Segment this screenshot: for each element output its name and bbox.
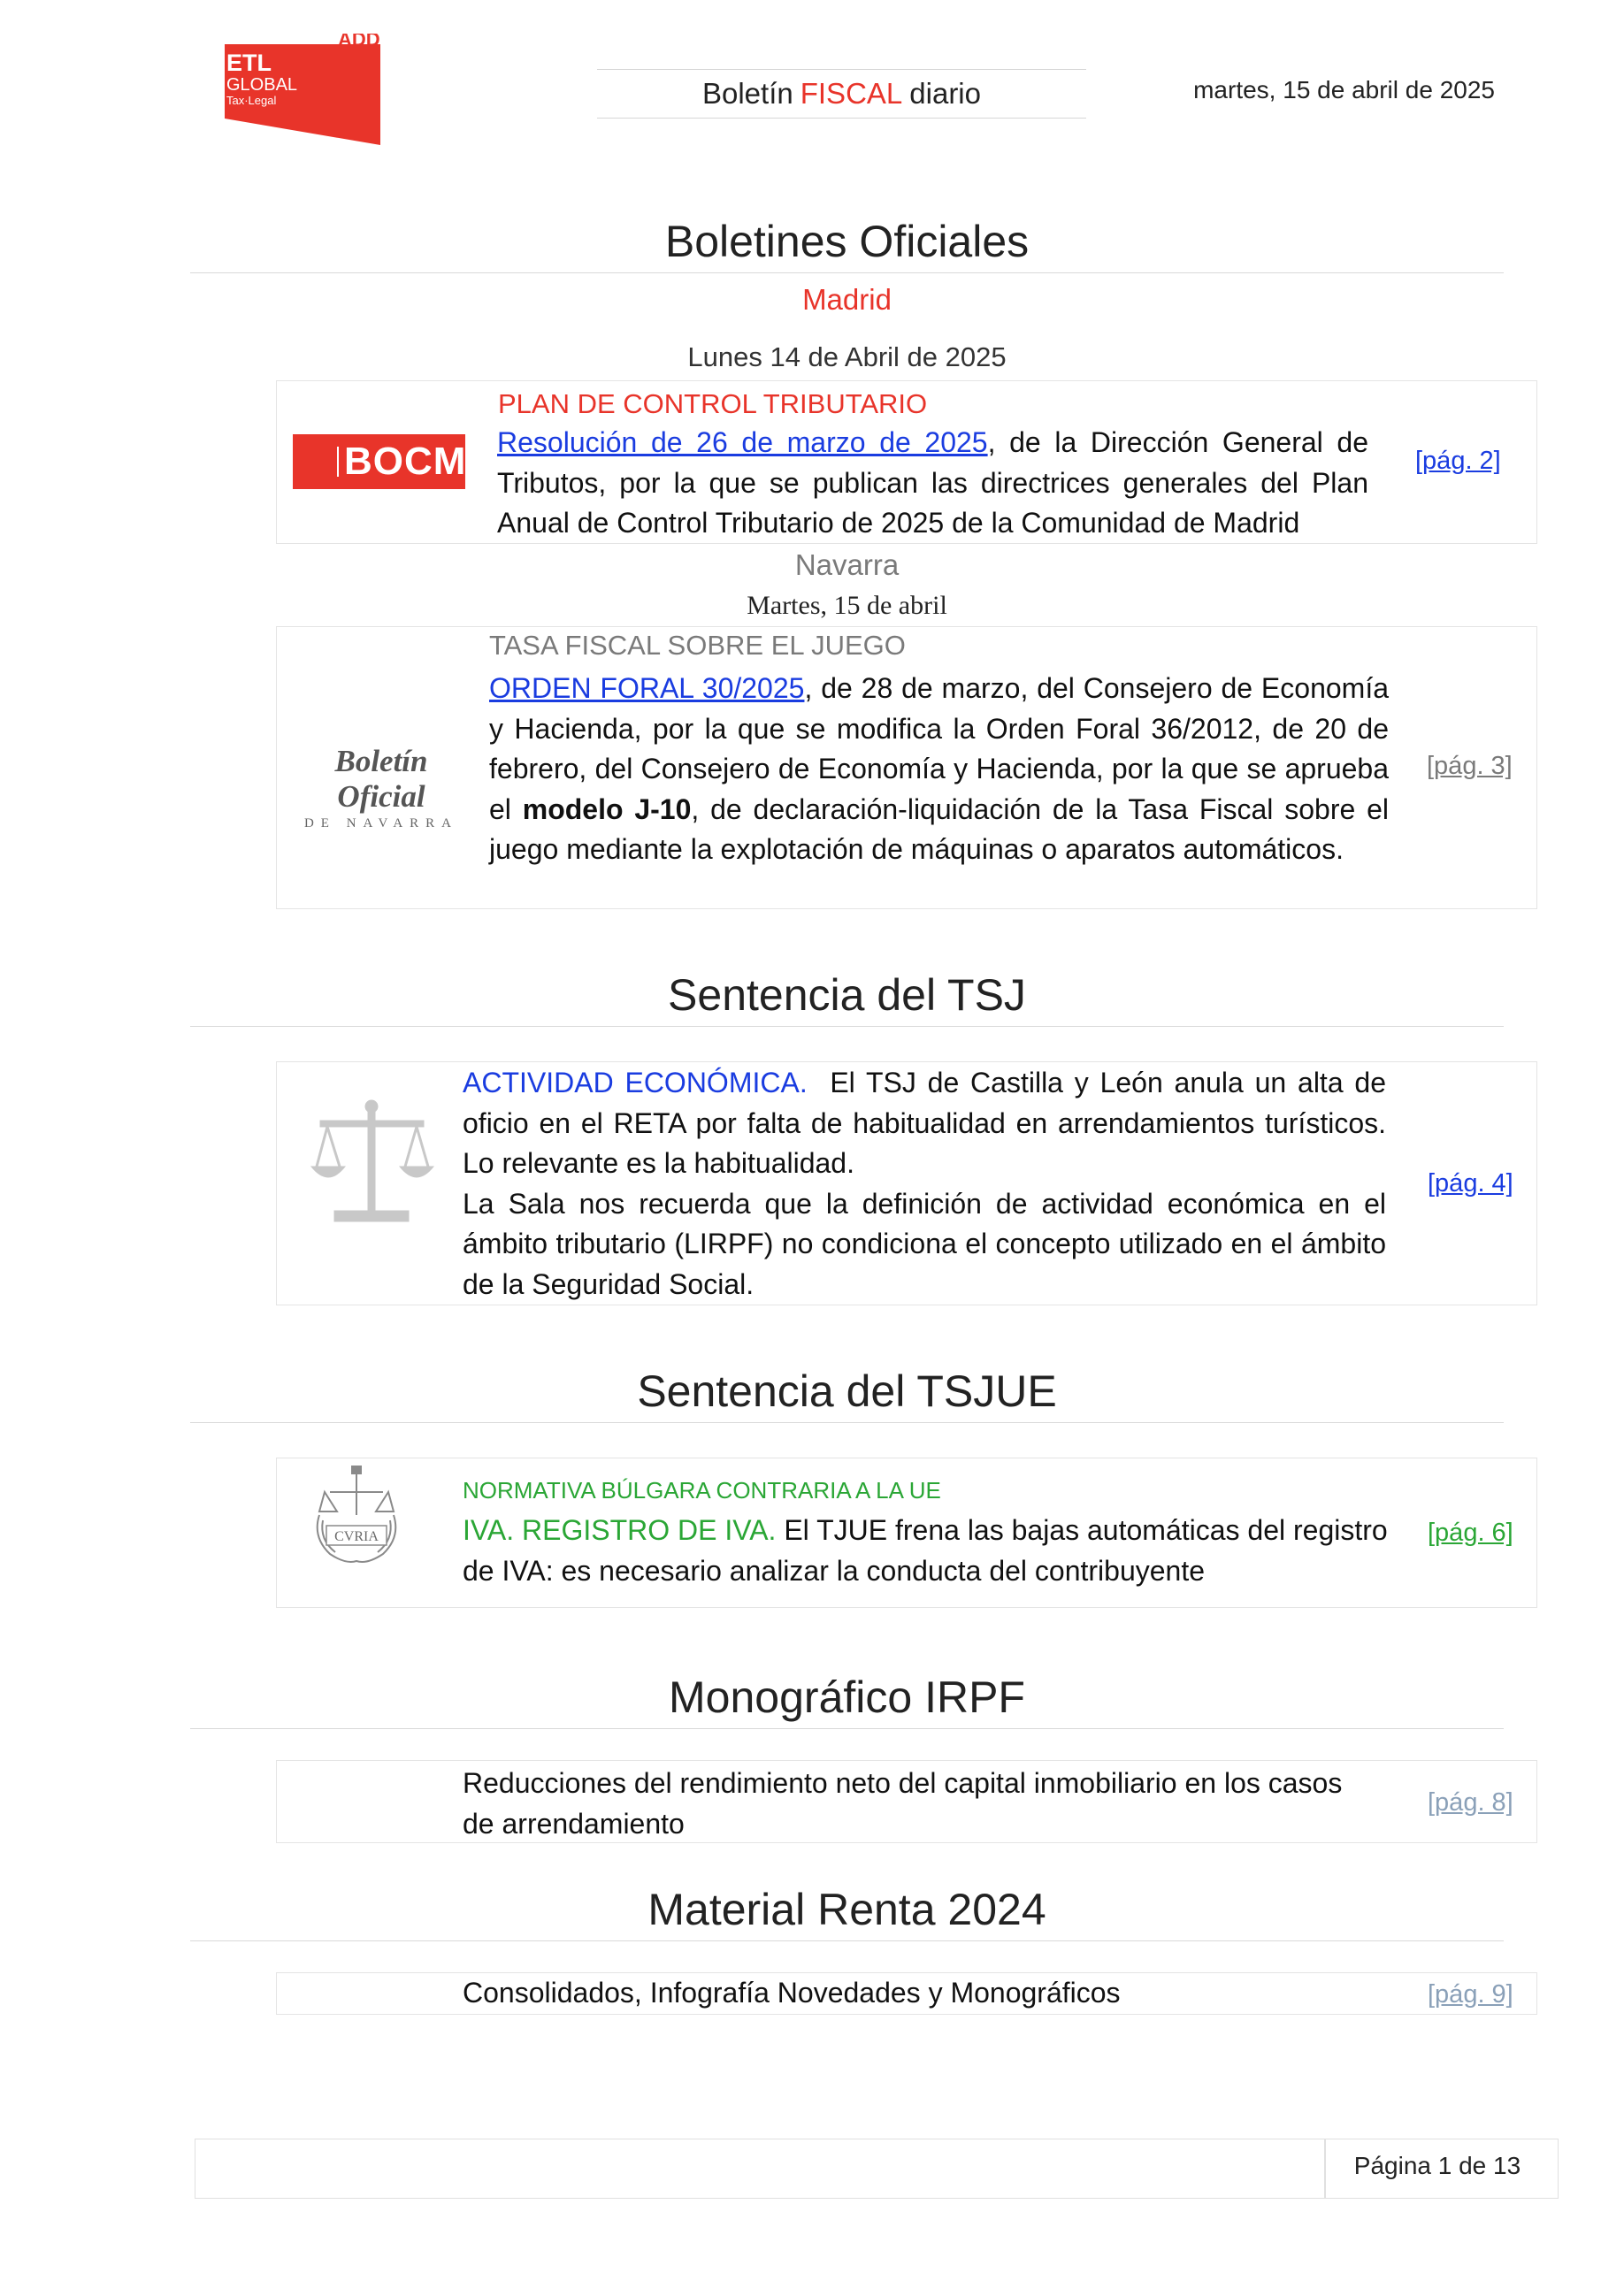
bocm-desc-text: , de la Dirección General de Tributos, por la que se publican las directrices generales del Plan Anual de Control Tributario de 2025 de la Comunidad de Madrid [497,426,1369,539]
title-pre: Boletín [701,77,793,110]
date-navarra: Martes, 15 de abril [747,591,947,620]
tsj-description: ACTIVIDAD ECONÓMICA. El TSJ de Castilla y León anula un alta de oficio en el RETA por falta de habitualidad en arrendamientos turísticos. Lo relevante es la habitualidad. La Sala nos recuerda que la definición de actividad económica en el ámbito tributario (LIRPF) no condiciona el concepto utilizado en el ámbito de la Seguridad Social. [463,1067,1387,1300]
bocm-text [498,384,1624,425]
tsjue-kicker1: NORMATIVA BÚLGARA CONTRARIA A LA UE [463,1477,941,1504]
footer-divider [1324,2139,1326,2199]
page-link-3[interactable]: [pág. 3] [1427,752,1513,780]
section-title-tsj: Sentencia del TSJ [190,969,1504,1027]
page-link-9[interactable]: [pág. 9] [1428,1980,1513,2009]
bon-orden-link[interactable]: ORDEN FORAL 30/2025 [489,672,805,704]
bocm-kicker: PLAN DE CONTROL TRIBUTARIO [498,388,928,419]
scales-of-justice-icon [308,1096,436,1228]
tsjue-description: IVA. REGISTRO DE IVA. El TJUE frena las bajas automáticas del registro de IVA: es necesario analizar la conducta del contribuyente [463,1514,1388,1587]
bon-kicker: TASA FISCAL SOBRE EL JUEGO [489,630,906,661]
bocm-resolution-link[interactable]: Resolución de 26 de marzo de 2025 [497,426,988,458]
title-post: diario [909,77,981,110]
section-title-irpf: Monográfico IRPF [190,1672,1504,1729]
cvria-logo [303,1462,410,1573]
etl-global-logo [219,34,383,147]
bon-description: ORDEN FORAL 30/2025, de 28 de marzo, del Consejero de Economía y Hacienda, por la que se modifica la Orden Foral 36/2012, de 20 de febrero, del Consejero de Economía y Hacienda, por la que se aprueba el modelo J-10, de declaración-liquidación de la Tasa Fiscal sobre el juego mediante la explotación de máquinas o aparatos automáticos. [489,672,1390,865]
tsjue-kicker2: IVA. REGISTRO DE IVA. [463,1514,777,1546]
date-madrid: Lunes 14 de Abril de 2025 [687,341,1007,372]
title-accent: FISCAL [800,77,903,110]
header-date: martes, 15 de abril de 2025 [1193,76,1495,103]
tsj-kicker: ACTIVIDAD ECONÓMICA. [463,1067,808,1098]
bocm-emblem-icon [300,447,339,477]
svg-text:ETL: ETL [226,50,272,76]
section-title-renta: Material Renta 2024 [190,1884,1504,1941]
region-navarra: Navarra [794,548,900,581]
page-number: Página 1 de 13 [1353,2152,1521,2179]
page-link-8[interactable]: [pág. 8] [1428,1788,1513,1817]
page-link-2[interactable]: [pág. 2] [1415,447,1501,475]
bulletin-title [597,69,1086,119]
renta-description: Consolidados, Infografía Novedades y Monográficos [463,1977,1121,2009]
bocm-description [497,423,1368,544]
svg-text:CVRIA: CVRIA [334,1529,379,1544]
page-link-4[interactable]: [pág. 4] [1428,1169,1513,1198]
irpf-description: Reducciones del rendimiento neto del capital inmobiliario en los casos de arrendamiento [463,1767,1343,1840]
modelo-j10: modelo J-10 [522,792,692,825]
section-title-tsjue: Sentencia del TSJUE [190,1366,1504,1423]
svg-text:ADD: ADD [338,34,380,50]
page-link-6[interactable]: [pág. 6] [1428,1519,1513,1547]
svg-text:GLOBAL: GLOBAL [226,75,298,95]
bocm-logo: BOCM [293,434,465,489]
bon-logo: Boletín Oficial DE NAVARRA [303,744,459,830]
section-title-boletines: Boletines Oficiales [190,216,1504,273]
region-madrid: Madrid [802,283,892,316]
svg-text:Tax·Legal: Tax·Legal [226,94,277,107]
logo-icon [219,34,383,147]
